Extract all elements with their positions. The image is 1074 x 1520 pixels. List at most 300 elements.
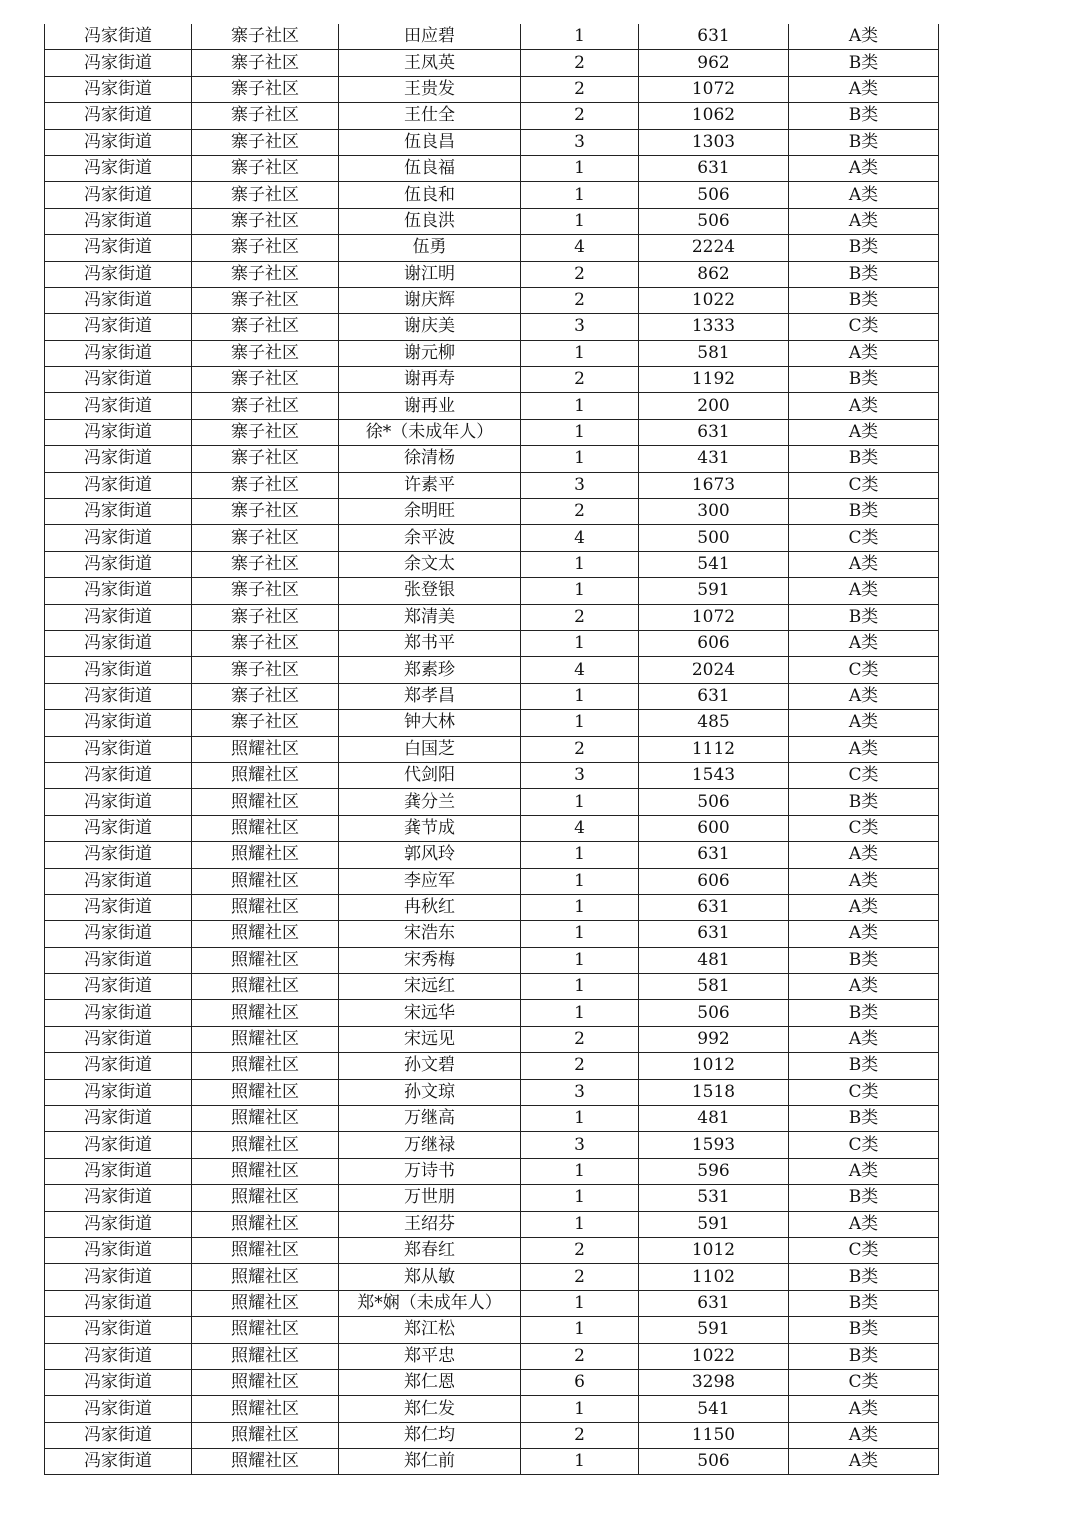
roster-table [44,24,939,1475]
category-cell: A类 [789,578,939,604]
category-cell: B类 [789,261,939,287]
table-row [45,578,939,604]
community-cell: 照耀社区 [192,1290,339,1316]
street-cell: 冯家街道 [45,76,192,102]
table-row [45,789,939,815]
household-size-cell: 2 [521,604,639,630]
street-cell: 冯家街道 [45,340,192,366]
name-cell: 李应军 [339,868,521,894]
name-cell: 谢庆美 [339,314,521,340]
name-cell: 冉秋红 [339,894,521,920]
household-size-cell: 1 [521,419,639,445]
amount-cell: 1543 [639,762,789,788]
category-cell: B类 [789,1000,939,1026]
household-size-cell: 1 [521,1211,639,1237]
household-size-cell: 1 [521,578,639,604]
street-cell: 冯家街道 [45,815,192,841]
category-cell: B类 [789,1343,939,1369]
household-size-cell: 1 [521,710,639,736]
community-cell: 照耀社区 [192,736,339,762]
household-size-cell: 1 [521,947,639,973]
household-size-cell: 3 [521,1079,639,1105]
name-cell: 郑仁均 [339,1422,521,1448]
community-cell: 照耀社区 [192,1396,339,1422]
household-size-cell: 1 [521,24,639,50]
table-row [45,1317,939,1343]
table-row [45,630,939,656]
street-cell: 冯家街道 [45,1264,192,1290]
name-cell: 万诗书 [339,1158,521,1184]
category-cell: A类 [789,419,939,445]
household-size-cell: 1 [521,1106,639,1132]
community-cell: 照耀社区 [192,1079,339,1105]
category-cell: C类 [789,472,939,498]
street-cell: 冯家街道 [45,182,192,208]
household-size-cell: 1 [521,789,639,815]
table-row [45,1079,939,1105]
category-cell: A类 [789,182,939,208]
table-row [45,1053,939,1079]
amount-cell: 506 [639,789,789,815]
table-row [45,1290,939,1316]
amount-cell: 300 [639,499,789,525]
table-row [45,499,939,525]
category-cell: C类 [789,1079,939,1105]
category-cell: C类 [789,314,939,340]
community-cell: 寨子社区 [192,235,339,261]
community-cell: 寨子社区 [192,287,339,313]
name-cell: 徐清杨 [339,446,521,472]
category-cell: A类 [789,76,939,102]
table-row [45,525,939,551]
amount-cell: 541 [639,551,789,577]
street-cell: 冯家街道 [45,1290,192,1316]
street-cell: 冯家街道 [45,235,192,261]
amount-cell: 631 [639,419,789,445]
amount-cell: 1012 [639,1237,789,1263]
street-cell: 冯家街道 [45,1132,192,1158]
category-cell: A类 [789,630,939,656]
household-size-cell: 1 [521,340,639,366]
name-cell: 许素平 [339,472,521,498]
table-row [45,815,939,841]
table-row [45,1237,939,1263]
community-cell: 寨子社区 [192,393,339,419]
category-cell: A类 [789,1211,939,1237]
household-size-cell: 4 [521,235,639,261]
name-cell: 万世朋 [339,1185,521,1211]
category-cell: B类 [789,103,939,129]
table-row [45,604,939,630]
table-row [45,1000,939,1026]
table-row [45,24,939,50]
community-cell: 寨子社区 [192,50,339,76]
street-cell: 冯家街道 [45,525,192,551]
amount-cell: 431 [639,446,789,472]
name-cell: 龚节成 [339,815,521,841]
table-row [45,842,939,868]
name-cell: 徐*（未成年人） [339,419,521,445]
street-cell: 冯家街道 [45,446,192,472]
community-cell: 寨子社区 [192,551,339,577]
community-cell: 照耀社区 [192,1185,339,1211]
household-size-cell: 1 [521,1158,639,1184]
community-cell: 寨子社区 [192,499,339,525]
community-cell: 照耀社区 [192,1369,339,1395]
table-row [45,287,939,313]
amount-cell: 481 [639,1106,789,1132]
table-row [45,1396,939,1422]
household-size-cell: 1 [521,446,639,472]
amount-cell: 1022 [639,287,789,313]
category-cell: A类 [789,683,939,709]
street-cell: 冯家街道 [45,24,192,50]
amount-cell: 506 [639,1000,789,1026]
household-size-cell: 1 [521,1396,639,1422]
street-cell: 冯家街道 [45,314,192,340]
street-cell: 冯家街道 [45,499,192,525]
household-size-cell: 3 [521,472,639,498]
household-size-cell: 1 [521,393,639,419]
table-row [45,1369,939,1395]
household-size-cell: 1 [521,683,639,709]
name-cell: 伍良福 [339,155,521,181]
category-cell: B类 [789,129,939,155]
category-cell: C类 [789,1237,939,1263]
household-size-cell: 2 [521,1053,639,1079]
street-cell: 冯家街道 [45,578,192,604]
street-cell: 冯家街道 [45,155,192,181]
community-cell: 照耀社区 [192,894,339,920]
category-cell: C类 [789,657,939,683]
community-cell: 照耀社区 [192,974,339,1000]
amount-cell: 481 [639,947,789,973]
table-row [45,367,939,393]
table-row [45,1132,939,1158]
table-row [45,155,939,181]
amount-cell: 1150 [639,1422,789,1448]
table-row [45,683,939,709]
name-cell: 郑春红 [339,1237,521,1263]
name-cell: 谢江明 [339,261,521,287]
table-row [45,182,939,208]
table-row [45,710,939,736]
amount-cell: 1192 [639,367,789,393]
category-cell: B类 [789,947,939,973]
household-size-cell: 2 [521,287,639,313]
amount-cell: 506 [639,208,789,234]
amount-cell: 500 [639,525,789,551]
table-row [45,657,939,683]
table-row [45,103,939,129]
street-cell: 冯家街道 [45,710,192,736]
community-cell: 照耀社区 [192,1422,339,1448]
table-row [45,1106,939,1132]
community-cell: 寨子社区 [192,683,339,709]
street-cell: 冯家街道 [45,1369,192,1395]
street-cell: 冯家街道 [45,1449,192,1475]
household-size-cell: 1 [521,155,639,181]
community-cell: 照耀社区 [192,1053,339,1079]
amount-cell: 992 [639,1026,789,1052]
name-cell: 余明旺 [339,499,521,525]
category-cell: B类 [789,367,939,393]
household-size-cell: 1 [521,894,639,920]
community-cell: 寨子社区 [192,103,339,129]
name-cell: 郑孝昌 [339,683,521,709]
name-cell: 宋浩东 [339,921,521,947]
category-cell: B类 [789,287,939,313]
name-cell: 郑仁发 [339,1396,521,1422]
table-row [45,50,939,76]
name-cell: 王仕全 [339,103,521,129]
street-cell: 冯家街道 [45,921,192,947]
household-size-cell: 1 [521,551,639,577]
name-cell: 宋远红 [339,974,521,1000]
amount-cell: 600 [639,815,789,841]
community-cell: 照耀社区 [192,1264,339,1290]
amount-cell: 631 [639,155,789,181]
household-size-cell: 2 [521,1343,639,1369]
community-cell: 照耀社区 [192,921,339,947]
amount-cell: 200 [639,393,789,419]
table-body [45,24,939,1475]
table-row [45,1026,939,1052]
category-cell: B类 [789,1106,939,1132]
household-size-cell: 1 [521,868,639,894]
category-cell: A类 [789,710,939,736]
name-cell: 孙文碧 [339,1053,521,1079]
category-cell: A类 [789,551,939,577]
name-cell: 万继禄 [339,1132,521,1158]
amount-cell: 596 [639,1158,789,1184]
name-cell: 谢再业 [339,393,521,419]
table-row [45,1449,939,1475]
name-cell: 伍勇 [339,235,521,261]
household-size-cell: 1 [521,1449,639,1475]
name-cell: 白国芝 [339,736,521,762]
name-cell: 谢庆辉 [339,287,521,313]
household-size-cell: 1 [521,1000,639,1026]
street-cell: 冯家街道 [45,1185,192,1211]
amount-cell: 531 [639,1185,789,1211]
table-row [45,974,939,1000]
table-row [45,921,939,947]
household-size-cell: 2 [521,1422,639,1448]
amount-cell: 862 [639,261,789,287]
amount-cell: 631 [639,1290,789,1316]
community-cell: 寨子社区 [192,261,339,287]
name-cell: 郑书平 [339,630,521,656]
community-cell: 寨子社区 [192,182,339,208]
amount-cell: 3298 [639,1369,789,1395]
name-cell: 伍良和 [339,182,521,208]
amount-cell: 581 [639,974,789,1000]
street-cell: 冯家街道 [45,1211,192,1237]
street-cell: 冯家街道 [45,1317,192,1343]
name-cell: 宋秀梅 [339,947,521,973]
household-size-cell: 6 [521,1369,639,1395]
name-cell: 万继高 [339,1106,521,1132]
amount-cell: 1333 [639,314,789,340]
street-cell: 冯家街道 [45,604,192,630]
category-cell: A类 [789,736,939,762]
household-size-cell: 2 [521,76,639,102]
street-cell: 冯家街道 [45,1396,192,1422]
street-cell: 冯家街道 [45,1053,192,1079]
household-size-cell: 4 [521,525,639,551]
community-cell: 照耀社区 [192,1211,339,1237]
name-cell: 王贵发 [339,76,521,102]
amount-cell: 1593 [639,1132,789,1158]
amount-cell: 506 [639,182,789,208]
household-size-cell: 2 [521,50,639,76]
amount-cell: 631 [639,894,789,920]
community-cell: 寨子社区 [192,208,339,234]
community-cell: 照耀社区 [192,1132,339,1158]
amount-cell: 541 [639,1396,789,1422]
street-cell: 冯家街道 [45,974,192,1000]
category-cell: C类 [789,762,939,788]
name-cell: 龚分兰 [339,789,521,815]
table-row [45,1158,939,1184]
street-cell: 冯家街道 [45,367,192,393]
community-cell: 寨子社区 [192,314,339,340]
amount-cell: 1072 [639,604,789,630]
street-cell: 冯家街道 [45,419,192,445]
table-row [45,1343,939,1369]
community-cell: 寨子社区 [192,155,339,181]
community-cell: 寨子社区 [192,578,339,604]
amount-cell: 1112 [639,736,789,762]
community-cell: 照耀社区 [192,1237,339,1263]
household-size-cell: 2 [521,367,639,393]
category-cell: A类 [789,24,939,50]
name-cell: 谢再寿 [339,367,521,393]
street-cell: 冯家街道 [45,1000,192,1026]
street-cell: 冯家街道 [45,657,192,683]
amount-cell: 2224 [639,235,789,261]
street-cell: 冯家街道 [45,736,192,762]
community-cell: 照耀社区 [192,868,339,894]
street-cell: 冯家街道 [45,50,192,76]
category-cell: B类 [789,604,939,630]
household-size-cell: 2 [521,1237,639,1263]
household-size-cell: 2 [521,103,639,129]
street-cell: 冯家街道 [45,842,192,868]
amount-cell: 2024 [639,657,789,683]
amount-cell: 1303 [639,129,789,155]
household-size-cell: 2 [521,499,639,525]
amount-cell: 962 [639,50,789,76]
amount-cell: 631 [639,921,789,947]
street-cell: 冯家街道 [45,1158,192,1184]
category-cell: A类 [789,842,939,868]
household-size-cell: 1 [521,974,639,1000]
table-row [45,235,939,261]
amount-cell: 631 [639,842,789,868]
street-cell: 冯家街道 [45,868,192,894]
table-row [45,894,939,920]
category-cell: C类 [789,815,939,841]
community-cell: 照耀社区 [192,1158,339,1184]
household-size-cell: 1 [521,921,639,947]
community-cell: 寨子社区 [192,630,339,656]
community-cell: 寨子社区 [192,446,339,472]
category-cell: B类 [789,1185,939,1211]
household-size-cell: 4 [521,657,639,683]
name-cell: 张登银 [339,578,521,604]
community-cell: 寨子社区 [192,24,339,50]
community-cell: 寨子社区 [192,129,339,155]
street-cell: 冯家街道 [45,789,192,815]
table-row [45,261,939,287]
table-row [45,419,939,445]
community-cell: 照耀社区 [192,1343,339,1369]
name-cell: 王凤英 [339,50,521,76]
amount-cell: 631 [639,24,789,50]
community-cell: 照耀社区 [192,842,339,868]
street-cell: 冯家街道 [45,947,192,973]
amount-cell: 1673 [639,472,789,498]
category-cell: C类 [789,1369,939,1395]
household-size-cell: 4 [521,815,639,841]
category-cell: A类 [789,340,939,366]
household-size-cell: 1 [521,630,639,656]
amount-cell: 591 [639,1211,789,1237]
name-cell: 郑清美 [339,604,521,630]
street-cell: 冯家街道 [45,894,192,920]
name-cell: 宋远见 [339,1026,521,1052]
category-cell: A类 [789,974,939,1000]
community-cell: 寨子社区 [192,76,339,102]
household-size-cell: 3 [521,129,639,155]
household-size-cell: 3 [521,314,639,340]
household-size-cell: 1 [521,182,639,208]
street-cell: 冯家街道 [45,129,192,155]
street-cell: 冯家街道 [45,1106,192,1132]
category-cell: B类 [789,1317,939,1343]
community-cell: 寨子社区 [192,472,339,498]
name-cell: 谢元柳 [339,340,521,366]
amount-cell: 591 [639,1317,789,1343]
category-cell: C类 [789,1132,939,1158]
category-cell: C类 [789,525,939,551]
table-row [45,393,939,419]
amount-cell: 606 [639,868,789,894]
category-cell: B类 [789,446,939,472]
table-row [45,1211,939,1237]
household-size-cell: 2 [521,261,639,287]
amount-cell: 1012 [639,1053,789,1079]
amount-cell: 606 [639,630,789,656]
table-row [45,762,939,788]
community-cell: 寨子社区 [192,340,339,366]
category-cell: A类 [789,1158,939,1184]
community-cell: 照耀社区 [192,1106,339,1132]
street-cell: 冯家街道 [45,472,192,498]
table-row [45,1185,939,1211]
amount-cell: 581 [639,340,789,366]
category-cell: A类 [789,868,939,894]
table-row [45,1422,939,1448]
name-cell: 郑仁恩 [339,1369,521,1395]
table-row [45,947,939,973]
street-cell: 冯家街道 [45,287,192,313]
category-cell: B类 [789,1053,939,1079]
table-row [45,1264,939,1290]
street-cell: 冯家街道 [45,551,192,577]
